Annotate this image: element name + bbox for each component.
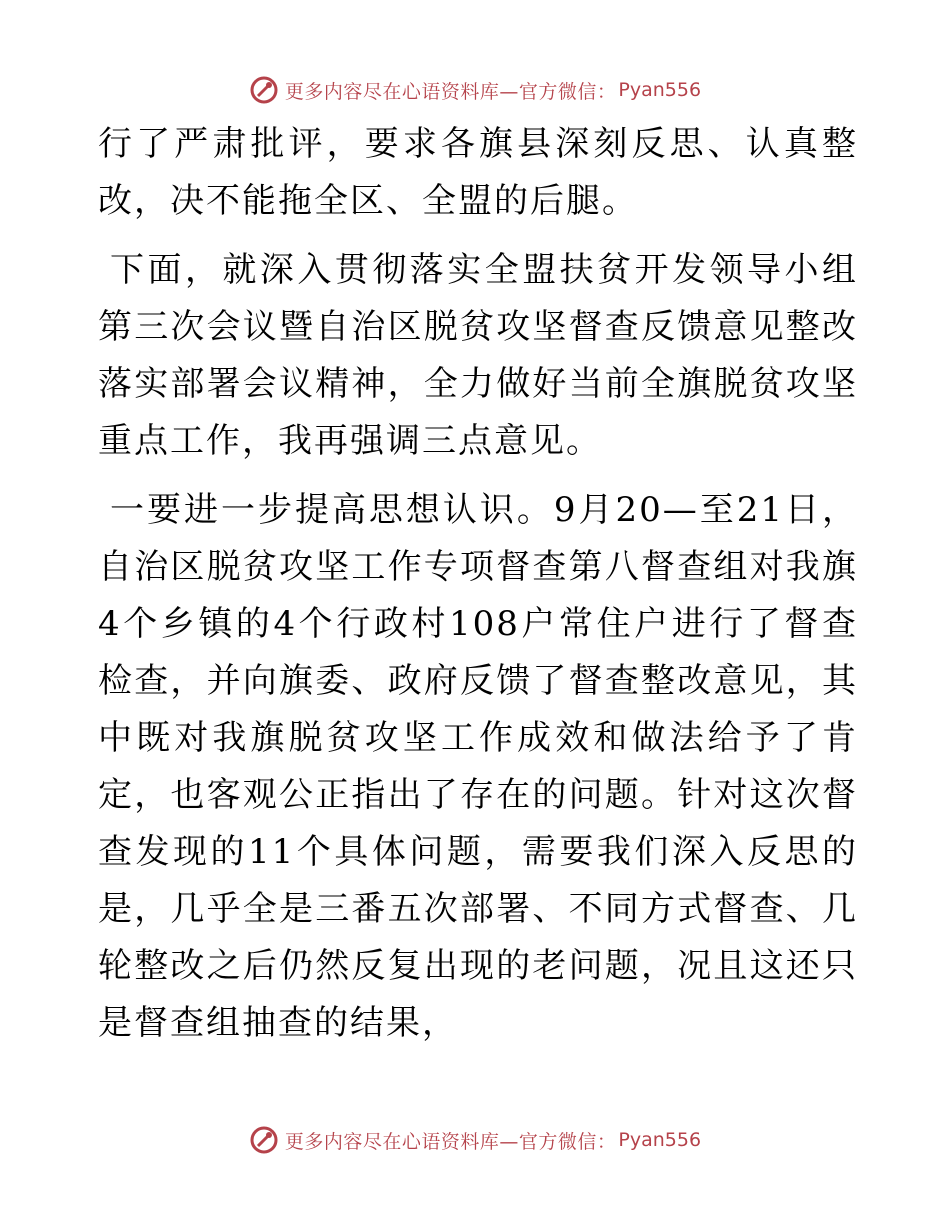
paragraph-1: 行了严肃批评，要求各旗县深刻反思、认真整改，决不能拖全区、全盟的后腿。	[98, 124, 858, 221]
header-watermark	[0, 70, 950, 110]
paragraph-2: 下面，就深入贯彻落实全盟扶贫开发领导小组第三次会议暨自治区脱贫攻坚督查反馈意见整改落实部署会议精神，全力做好当前全旗脱贫攻坚重点工作，我再强调三点意见。	[98, 250, 858, 461]
paragraph-3: 一要进一步提高思想认识。9月20—至21日，自治区脱贫攻坚工作专项督查第八督查组对我旗4个乡镇的4个行政村108户常住户进行了督查检查，并向旗委、政府反馈了督查整改意见，其中既对我旗脱贫攻坚工作成效和做法给予了肯定，也客观公正指出了存在的问题。针对这次督查发现的11个具体问题，需要我们深入反思的是，几乎全是三番五次部署、不同方式督查、几轮整改之后仍然反复出现的老问题，况且这还只是督查组抽查的结果，	[98, 490, 858, 1043]
logo-icon	[249, 1125, 279, 1155]
logo-icon	[249, 75, 279, 105]
watermark-text: 更多内容尽在心语资料库—官方微信：	[284, 1130, 617, 1153]
watermark-text: 更多内容尽在心语资料库—官方微信：	[284, 80, 617, 103]
watermark-id: Pyan556	[618, 1129, 702, 1151]
document-body	[98, 116, 858, 1064]
watermark-id: Pyan556	[618, 79, 702, 101]
footer-watermark	[0, 1120, 950, 1160]
